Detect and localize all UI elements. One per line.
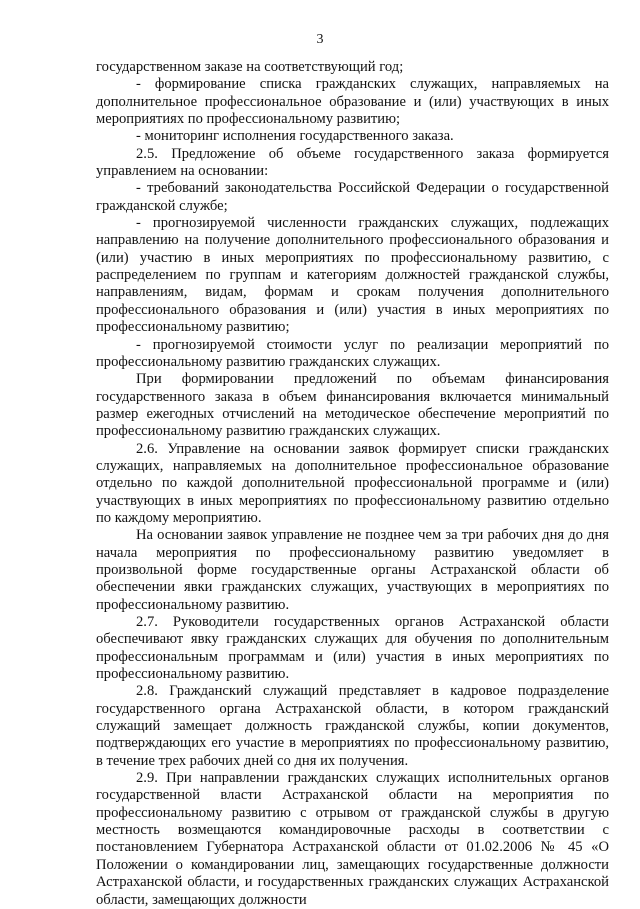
paragraph-list-formation: - формирование списка гражданских служащих, направляемых на дополнительное профессиональное образование и (или) участвующих в иных мероприятиях по профессиональному развитию; <box>96 76 609 128</box>
paragraph-monitoring: - мониторинг исполнения государственного заказа. <box>136 128 454 145</box>
paragraph-order-continuation: государственном заказе на соответствующий год; <box>96 59 404 75</box>
paragraph-2-6: 2.6. Управление на основании заявок формирует списки гражданских служащих, направляемых на дополнительное профессиональное образование отдельно по каждой дополнительной профессиональной программе и (или) участвующих в иных мероприятиях по профессиональному развитию отдельно по каждому мероприятию. <box>96 440 609 526</box>
paragraph-2-5: 2.5. Предложение об объеме государственного заказа формируется управлением на основании: <box>96 145 609 180</box>
paragraph-2-8: 2.8. Гражданский служащий представляет в кадровое подразделение государственного органа Астраханской области, в котором гражданский служащий замещает должность гражданской службы, копии документов, подтверждающих его участие в мероприятиях по профессиональному развитию, в течение трех рабочих дней со дня их получения. <box>96 683 609 769</box>
paragraph-notification: На основании заявок управление не позднее чем за три рабочих дня до дня начала мероприятия по профессиональному развитию уведомляет в произвольной форме государственные органы Астраханской области об обеспечении явки гражданских служащих, участвующих в мероприятиях по профессиональному развитию. <box>96 527 609 613</box>
paragraph-2-7: 2.7. Руководители государственных органов Астраханской области обеспечивают явку гражданских служащих для обучения по дополнительным профессиональным программам и (или) участия в иных мероприятиях по профессиональному развитию. <box>96 614 609 683</box>
paragraph-legislation: - требований законодательства Российской Федерации о государственной гражданской службе; <box>96 180 609 214</box>
paragraph-financing: При формировании предложений по объемам финансирования государственного заказа в объем финансирования включается минимальный размер ежегодных отчислений на методическое обеспечение мероприятий по профессиональному развитию гражданских служащих. <box>96 371 609 440</box>
paragraph-forecast-cost: - прогнозируемой стоимости услуг по реализации мероприятий по профессиональному развитию гражданских служащих. <box>96 336 609 370</box>
paragraph-2-9: 2.9. При направлении гражданских служащих исполнительных органов государственной власти Астраханской области на мероприятия по профессиональному развитию с отрывом от гражданской службы в другую местность возмещаются командировочные расходы в соответствии с постановлением Губернатора Астраханской области от 01.02.2006 № 45 «О Положении о командировании лиц, замещающих государственные должности Астраханской области, и государственных гражданских служащих Астраханской области, замещающих должности <box>96 770 609 908</box>
document-body <box>96 59 609 909</box>
page-number: 3 <box>316 32 324 47</box>
paragraph-forecast-headcount: - прогнозируемой численности гражданских служащих, подлежащих направлению на получение дополнительного профессионального образования и (или) участию в иных мероприятиях по профессиональному развитию, с распределением по группам и категориям должностей гражданской службы, направлениям, видам, формам и срокам получения дополнительного профессионального образования и (или) участия в иных мероприятиях по профессиональному развитию; <box>96 215 609 336</box>
